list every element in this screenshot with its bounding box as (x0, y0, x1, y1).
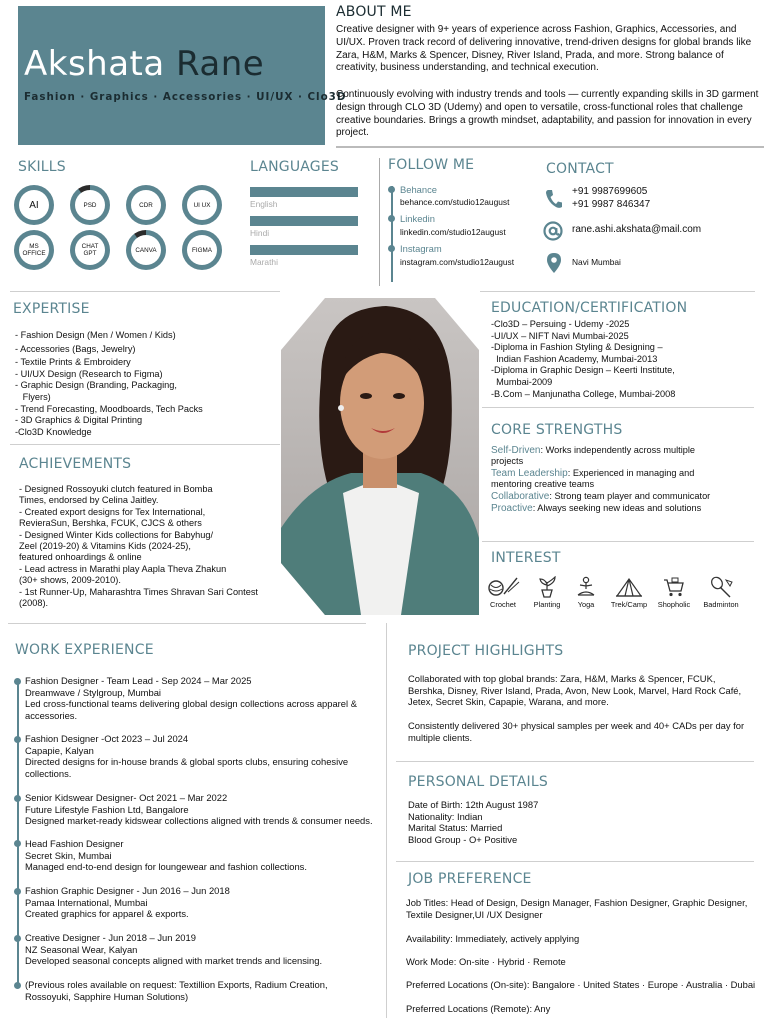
about-para-2: Continuously evolving with industry trends and tools — currently expanding skills in 3D garment design through CLO 3D (Udemy) and open to versatile, cross-functional roles that challenge creative boundaries. Brings a growth mindset, adaptability, and passion for innovation in every project. (336, 89, 759, 139)
job-pref-mode: Work Mode: On-site · Hybrid · Remote (406, 956, 566, 967)
shuttlecock-icon (708, 576, 734, 598)
interest-crochet: Crochet (478, 576, 528, 609)
tent-icon (615, 576, 643, 598)
work-title: WORK EXPERIENCE (15, 642, 154, 658)
personal-line: Marital Status: Married (408, 822, 503, 834)
education-line: -Diploma in Fashion Styling & Designing – (491, 342, 663, 353)
education-line: Mumbai-2009 (491, 376, 553, 387)
personal-list (408, 799, 748, 845)
language-label: Marathi (250, 257, 278, 267)
language-label: Hindi (250, 228, 270, 238)
projects-title: PROJECT HIGHLIGHTS (408, 643, 564, 659)
cart-icon (662, 576, 686, 598)
phone-icon (545, 189, 563, 209)
interest-title: INTEREST (491, 550, 561, 566)
personal-line: Date of Birth: 12th August 1987 (408, 799, 539, 810)
person-name: Akshata Rane (24, 44, 265, 84)
achievements-list (19, 484, 281, 609)
expertise-item: - Accessories (Bags, Jewelry) (15, 343, 136, 354)
yoga-icon (573, 576, 599, 598)
languages-title: LANGUAGES (250, 159, 339, 175)
skill-canva (126, 230, 166, 270)
linkedin-link[interactable]: linkedin.com/studio12august (400, 227, 506, 237)
skill-label: CANVA (131, 235, 161, 265)
strengths-title: CORE STRENGTHS (491, 422, 623, 438)
instagram-link[interactable]: instagram.com/studio12august (400, 257, 515, 267)
strength-item: Proactive: Always seeking new ideas and solutions (491, 503, 702, 514)
expertise-item: - Textile Prints & Embroidery (15, 357, 131, 368)
behance-link[interactable]: behance.com/studio12august (400, 197, 510, 207)
skill-label: CDR (131, 190, 161, 220)
expertise-item: - UI/UX Design (Research to Figma) (15, 368, 163, 379)
behance-label: Behance (400, 184, 438, 195)
skill-label: MS OFFICE (19, 235, 49, 265)
work-item: Head Fashion Designer Secret Skin, Mumbai Managed end-to-end design for loungewear and fashion collections. (25, 838, 307, 873)
education-line: -Diploma in Graphic Design – Keerti Institute, (491, 365, 675, 376)
plant-icon (534, 576, 560, 598)
job-pref-onsite: Preferred Locations (On-site): Bangalore · United States · Europe · Australia · Dubai (406, 979, 756, 990)
achievement-line: - Created export designs for Tex International, (19, 506, 206, 517)
achievement-line: (2008). (19, 598, 49, 609)
expertise-item: - 3D Graphics & Digital Printing (15, 415, 143, 426)
strength-item: Self-Driven: Works independently across multiple projects (491, 445, 696, 466)
skill-ai (14, 185, 54, 225)
contact-title: CONTACT (546, 161, 614, 177)
skill-label: AI (19, 190, 49, 220)
skills-title: SKILLS (18, 159, 66, 175)
work-item: Senior Kidswear Designer- Oct 2021 – Mar 2022 Future Lifestyle Fashion Ltd, Bangalore Designed market-ready kidswear collections aligned with trends & consumer needs. (25, 792, 373, 827)
education-line: -UI/UX – NIFT Navi Mumbai-2025 (491, 330, 629, 341)
instagram-label: Instagram (400, 243, 442, 254)
achievements-title: ACHIEVEMENTS (19, 456, 132, 472)
education-line: Indian Fashion Academy, Mumbai-2013 (491, 353, 658, 364)
phone-1[interactable]: +91 9987699605 (572, 186, 648, 197)
location-pin-icon (546, 252, 562, 274)
expertise-title: EXPERTISE (13, 301, 90, 317)
profile-photo (281, 298, 479, 615)
skill-figma (182, 230, 222, 270)
work-item: Fashion Designer -Oct 2023 – Jul 2024 Capapie, Kalyan Directed designs for in-house brands & global sports clubs, ensuring cohesive collections. (25, 733, 349, 779)
interest-yoga: Yoga (561, 576, 611, 609)
education-list (491, 319, 756, 400)
skill-label: FIGMA (187, 235, 217, 265)
achievement-line: - 1st Runner-Up, Maharashtra Times Shravan Sari Contest (19, 586, 258, 597)
location-text: Navi Mumbai (572, 257, 621, 267)
person-subtitle: Fashion · Graphics · Accessories · UI/UX · Clo3D (24, 91, 347, 103)
achievement-line: - Designed Rossoyuki clutch featured in Bomba (19, 484, 213, 494)
projects-para-2: Consistently delivered 30+ physical samples per week and 40+ CADs per day for multiple clients. (408, 720, 745, 743)
language-bar-marathi (250, 245, 358, 255)
phone-2[interactable]: +91 9987 846347 (572, 199, 651, 210)
follow-title: FOLLOW ME (388, 157, 475, 173)
interest-badminton: Badminton (696, 576, 746, 609)
achievement-line: (30+ shows, 2009-2010). (19, 575, 121, 586)
about-title: ABOUT ME (336, 4, 412, 20)
interest-shopholic: Shopholic (649, 576, 699, 609)
job-pref-titles: Job Titles: Head of Design, Design Manager, Fashion Designer, Graphic Designer, Textile Designer,UI /UX Designer (406, 897, 748, 920)
skill-ui-ux (182, 185, 222, 225)
work-item: Fashion Graphic Designer - Jun 2016 – Jun 2018 Pamaa International, Mumbai Created graphics for apparel & exports. (25, 885, 230, 920)
skill-cdr (126, 185, 166, 225)
skill-label: UI UX (187, 190, 217, 220)
projects-para-1: Collaborated with top global brands: Zara, H&M, Marks & Spencer, FCUK, Bershka, Disney, River Island, Prada, Avon, New Look, Marvel, Hard Rock Café, Jetex, Secret Skin, Capapie, Warana, and more. (408, 673, 742, 708)
crochet-icon (486, 576, 520, 598)
language-bar-hindi (250, 216, 358, 226)
skill-label: CHAT GPT (75, 235, 105, 265)
language-bar-english (250, 187, 358, 197)
skill-psd (70, 185, 110, 225)
about-para-1: Creative designer with 9+ years of experience across Fashion, Graphics, Accessories, and UI/UX. Proven track record of delivering innovative, trend-driven designs for global brands like Zara, H&M, Marks & Spencer, Disney, River Island, Prada, and more. Strong balance of creativity, business understanding, and technical execution. (336, 24, 752, 74)
job-pref-availability: Availability: Immediately, actively applying (406, 933, 580, 944)
skill-ms-office (14, 230, 54, 270)
strengths-list (491, 445, 721, 514)
skill-chat-gpt (70, 230, 110, 270)
expertise-item: -Clo3D Knowledge (15, 426, 92, 437)
education-line: -B.Com – Manjunatha College, Mumbai-2008 (491, 388, 676, 399)
achievement-line: - Designed Winter Kids collections for Babyhug/ (19, 529, 214, 540)
job-pref-remote: Preferred Locations (Remote): Any (406, 1003, 551, 1014)
expertise-item: - Trend Forecasting, Moodboards, Tech Packs (15, 403, 203, 414)
linkedin-label: Linkedin (400, 213, 435, 224)
expertise-item: Flyers) (15, 391, 51, 402)
work-footnote: (Previous roles available on request: Textillion Exports, Radium Creation, Rossoyuki, Sapphire Human Solutions) (25, 979, 328, 1002)
work-item: Fashion Designer - Team Lead - Sep 2024 – Mar 2025 Dreamwave / Stylgroup, Mumbai Led cross-functional teams delivering global design collections across apparel & accessories. (25, 675, 357, 721)
achievement-line: featured onhoardings & online (19, 552, 142, 563)
achievement-line: - Lead actress in Marathi play Aapla Theva Zhakun (19, 563, 227, 574)
expertise-item: - Graphic Design (Branding, Packaging, (15, 380, 177, 391)
achievement-line: Zeel (2019-20) & Vitamins Kids (2024-25), (19, 541, 191, 552)
personal-title: PERSONAL DETAILS (408, 774, 548, 790)
strength-item: Team Leadership: Experienced in managing and mentoring creative teams (491, 468, 695, 489)
interest-trek-camp: Trek/Camp (604, 576, 654, 609)
achievement-line: RevieraSun, Bershka, FCUK, CJCS & others (19, 518, 202, 529)
email-icon (543, 221, 563, 241)
education-line: -Clo3D – Persuing - Udemy -2025 (491, 319, 630, 329)
interest-planting: Planting (522, 576, 572, 609)
achievement-line: Times, endorsed by Celina Jaitley. (19, 495, 159, 506)
email-address[interactable]: rane.ashi.akshata@mail.com (572, 224, 702, 235)
work-item: Creative Designer - Jun 2018 – Jun 2019 NZ Seasonal Wear, Kalyan Developed seasonal concepts aligned with market trends and licensing. (25, 932, 323, 967)
expertise-list (15, 330, 275, 438)
language-label: English (250, 199, 278, 209)
job-pref-title: JOB PREFERENCE (408, 871, 532, 887)
personal-line: Blood Group - O+ Positive (408, 833, 518, 845)
skill-label: PSD (75, 190, 105, 220)
strength-item: Collaborative: Strong team player and communicator (491, 491, 711, 502)
education-title: EDUCATION/CERTIFICATION (491, 300, 688, 316)
personal-line: Nationality: Indian (408, 810, 483, 822)
expertise-item: - Fashion Design (Men / Women / Kids) (15, 330, 176, 340)
